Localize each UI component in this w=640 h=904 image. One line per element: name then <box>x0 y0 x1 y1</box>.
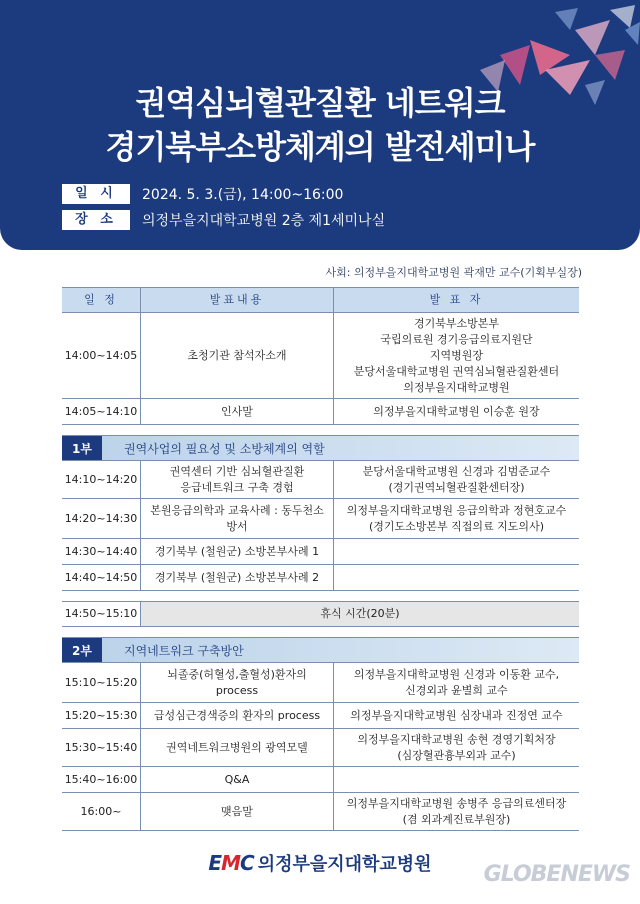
content-line: 인사말 <box>221 404 253 418</box>
presenter-line: (심장혈관흉부외과 교수) <box>397 748 516 762</box>
watermark: GLOBENEWS <box>483 862 630 887</box>
part1-header <box>62 435 579 461</box>
row-content <box>140 499 334 538</box>
header-content: 발표내용 <box>140 288 334 312</box>
header-presenter: 발 표 자 <box>429 293 484 306</box>
poster-header <box>0 0 640 250</box>
logo-letter: C <box>240 851 254 875</box>
break-label: 휴식 시간(20분) <box>140 602 579 626</box>
presenter-line: 의정부을지대학교병원 신경과 이동환 교수, <box>353 667 560 681</box>
place-label: 장 소 <box>62 210 130 230</box>
row-presenter <box>334 565 579 590</box>
row-presenter <box>334 461 579 498</box>
date-value: 2024. 5. 3.(금), 14:00~16:00 <box>142 187 344 203</box>
presenter-line: 분당서울대학교병원 신경과 김범준교수 <box>362 464 551 478</box>
row-presenter <box>334 399 579 424</box>
row-presenter <box>334 663 579 702</box>
content-line: 뇌졸중(허혈성,출혈성)환자의 process <box>167 667 307 697</box>
row-content <box>140 565 334 590</box>
row-content <box>140 793 334 830</box>
spacer <box>62 591 579 601</box>
content-line: 맺음말 <box>221 804 253 818</box>
title-line-2: 경기북부소방체계의 발전세미나 <box>105 128 535 166</box>
title-line-1: 권역심뇌혈관질환 네트워크 <box>135 84 505 122</box>
row-presenter <box>334 499 579 538</box>
part2-header <box>62 637 579 663</box>
row-time: 15:10~15:20 <box>64 675 138 689</box>
hospital-name: 의정부을지대학교병원 <box>257 854 432 875</box>
table-row <box>62 767 579 793</box>
header-time: 일 정 <box>84 293 118 306</box>
presenter-line: 지역병원장 <box>429 348 484 362</box>
table-row <box>62 499 579 539</box>
place-row <box>62 209 385 231</box>
emc-logo-icon <box>208 851 253 875</box>
row-time: 14:30~14:40 <box>64 544 138 558</box>
date-row <box>62 183 343 205</box>
row-content <box>140 313 334 398</box>
presenter-line: (경기권역뇌혈관질환센터장) <box>388 480 525 494</box>
row-content <box>140 703 334 728</box>
content-line: 경기북부 (철원군) 소방본부사례 2 <box>154 570 320 584</box>
table-row <box>62 663 579 703</box>
row-presenter <box>334 793 579 830</box>
row-time: 14:10~14:20 <box>64 472 138 486</box>
presenter-line: 의정부을지대학교병원 송현 경영기획처장 <box>357 732 556 746</box>
table-header-row <box>62 287 579 313</box>
table-row <box>62 729 579 767</box>
place-value: 의정부을지대학교병원 2층 제1세미나실 <box>142 213 386 229</box>
content-line: 급성심근경색증의 환자의 process <box>153 708 321 722</box>
row-presenter <box>334 313 579 398</box>
part1-title: 권역사업의 필요성 및 소방체계의 역할 <box>102 436 579 460</box>
logo-letter: M <box>221 851 240 875</box>
content-line: 초청기관 참석자소개 <box>187 348 287 362</box>
presenter-line: 분당서울대학교병원 권역심뇌혈관질환센터 <box>353 364 560 378</box>
content-line: 응급네트워크 구축 경험 <box>180 480 294 494</box>
row-content <box>140 729 334 766</box>
table-row <box>62 461 579 499</box>
part1-number: 1부 <box>62 436 102 460</box>
row-presenter <box>334 767 579 792</box>
row-time: 15:40~16:00 <box>64 772 138 786</box>
row-time: 14:40~14:50 <box>64 570 138 584</box>
presenter-line: (경기도소방본부 직접의료 지도의사) <box>369 519 544 533</box>
row-content <box>140 461 334 498</box>
row-content <box>140 539 334 564</box>
presenter-line: 국립의료원 경기응급의료지원단 <box>380 332 533 346</box>
table-row <box>62 793 579 831</box>
presenter-line: (겸 외과계진료부원장) <box>402 812 511 826</box>
presenter-line: 의정부을지대학교병원 <box>403 380 510 394</box>
part2-number: 2부 <box>62 638 102 662</box>
row-presenter <box>334 539 579 564</box>
program-table <box>62 287 579 831</box>
content-line: 본원응급의학과 교육사례 : 동두천소방서 <box>150 503 324 533</box>
break-row <box>62 601 579 627</box>
presenter-line: 의정부을지대학교병원 심장내과 진정연 교수 <box>350 708 563 722</box>
spacer <box>62 425 579 435</box>
presenter-line: 의정부을지대학교병원 이승훈 원장 <box>373 404 540 418</box>
row-time: 15:30~15:40 <box>64 740 138 754</box>
row-content <box>140 663 334 702</box>
row-time: 14:20~14:30 <box>64 511 138 525</box>
table-row <box>62 399 579 425</box>
row-time: 15:20~15:30 <box>64 708 138 722</box>
content-line: Q&A <box>224 772 250 786</box>
date-label: 일 시 <box>62 184 130 204</box>
logo-letter: E <box>208 851 222 875</box>
table-row <box>62 539 579 565</box>
row-presenter <box>334 703 579 728</box>
row-time: 16:00~ <box>80 804 122 818</box>
break-time: 14:50~15:10 <box>62 602 140 626</box>
presenter-line: 경기북부소방본부 <box>413 316 499 330</box>
table-row <box>62 703 579 729</box>
content-line: 권역센터 기반 심뇌혈관질환 <box>169 464 305 478</box>
presenter-line: 의정부을지대학교병원 응급의학과 정현호교수 <box>346 503 567 517</box>
moderator-text: 사회: 의정부을지대학교병원 곽재만 교수(기획부실장) <box>325 266 582 279</box>
table-row <box>62 313 579 399</box>
presenter-line: 의정부을지대학교병원 송병주 응급의료센터장 <box>346 796 567 810</box>
content-line: 경기북부 (철원군) 소방본부사례 1 <box>154 544 320 558</box>
presenter-line: 신경외과 윤별희 교수 <box>405 683 508 697</box>
row-time: 14:00~14:05 <box>64 348 138 362</box>
row-content <box>140 399 334 424</box>
row-content <box>140 767 334 792</box>
table-row <box>62 565 579 591</box>
part2-title: 지역네트워크 구축방안 <box>102 638 579 662</box>
spacer <box>62 627 579 637</box>
content-line: 권역네트워크병원의 광역모델 <box>166 740 308 754</box>
row-time: 14:05~14:10 <box>64 404 138 418</box>
row-presenter <box>334 729 579 766</box>
